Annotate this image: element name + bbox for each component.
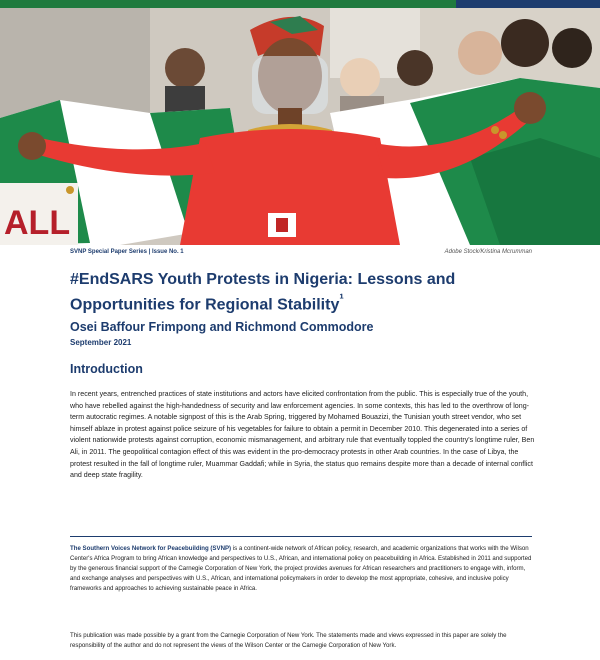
section-heading-introduction: Introduction	[70, 362, 143, 376]
series-label: SVNP Special Paper Series | Issue No. 1	[70, 249, 184, 255]
svnp-description: is a continent-wide network of African policy, research, and academic organizations that works with the Wilson Center's Africa Program to bring African knowledge and perspectives to U.S., African, and international policy on peacebuilding in Africa. Established in 2011 and supported by the generous financial support of the Carnegie Corporation of New York, the project provides avenues for African researchers and practitioners to engage with, inform, and exchange analyses and perspectives with U.S., African, and international policymakers in order to develop the most appropriate, cohesive, and inclusive policy frameworks and approaches to achieving sustainable peace in Africa.	[70, 545, 532, 592]
title-text: #EndSARS Youth Protests in Nigeria: Lessons and Opportunities for Regional Stability	[70, 271, 456, 314]
top-green-strip	[0, 0, 456, 8]
publication-date: September 2021	[70, 338, 132, 347]
document-title	[70, 270, 540, 314]
caption-bar	[70, 247, 532, 257]
authors: Osei Baffour Frimpong and Richmond Commodore	[70, 320, 374, 334]
title-footnote-mark: ¹	[339, 291, 344, 306]
introduction-paragraph: In recent years, entrenched practices of state institutions and actors have elicited confrontation from the public. This is especially true of the youth, who have rebelled against the high-handedness of security and law enforcement agencies. In some contexts, this has led to the overthrow of long-term autocratic regimes. A notable signpost of this is the Arab Spring, triggered by Mohamed Bouazizi, the Tunisian youth street vendor, who set himself ablaze in protest against police seizure of his vegetables for failure to obtain a permit in December 2010. This degenerated into a series of violent nationwide protests against corruption, economic mismanagement, and arbitrary rule that eventually toppled the country's longtime ruler, Ben Ali, in 2011. The geopolitical contagion effect of this was evident in the pro-democracy protests in other Arab countries. In the case of Libya, the protest resulted in the fall of longtime ruler, Muammar Gaddafi; while in Syria, the status quo remains despite more than a decade of internal conflict and deep state fragility.	[70, 390, 535, 480]
svnp-about	[70, 544, 534, 594]
section-divider	[70, 536, 532, 537]
hero-photo	[0, 8, 600, 245]
funding-note: This publication was made possible by a grant from the Carnegie Corporation of New York. The statements made and views expressed in this paper are solely the responsibility of the author and do not represent the views of the Wilson Center or the Carnegie Corporation of New York.	[70, 632, 507, 649]
svnp-name: The Southern Voices Network for Peacebuilding (SVNP)	[70, 545, 232, 552]
protest-sign-text: ALL	[4, 204, 71, 242]
photo-credit: Adobe Stock/Kristina Mcrumman	[444, 249, 532, 255]
